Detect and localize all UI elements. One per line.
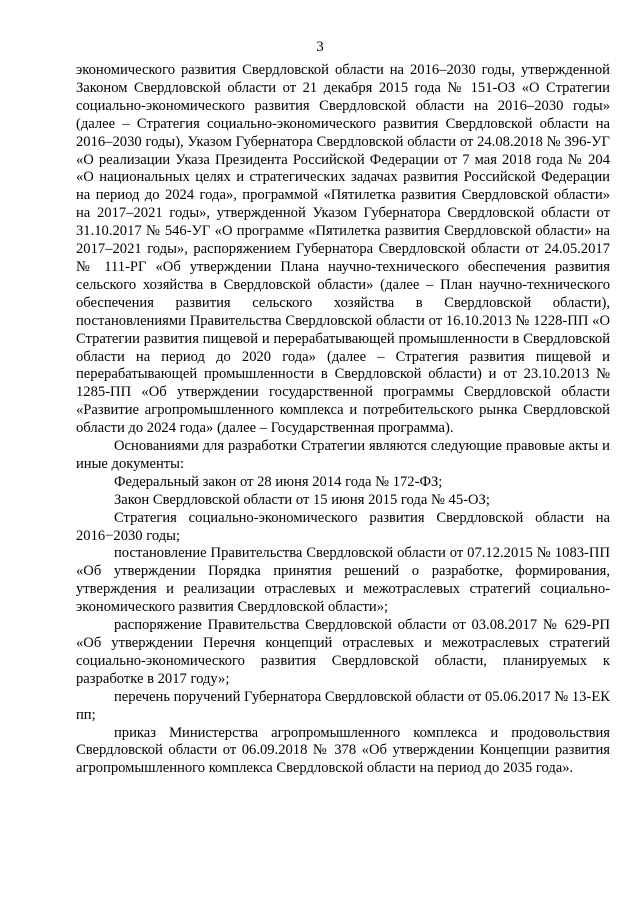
list-item-strategy: Стратегия социально-экономического развития Свердловской области на 2016−2030 годы;: [76, 509, 610, 544]
list-item-governor-instructions: перечень поручений Губернатора Свердловской области от 05.06.2017 № 13-ЕК пп;: [76, 688, 610, 723]
list-item-regional-law: Закон Свердловской области от 15 июня 2015 года № 45-ОЗ;: [114, 491, 490, 508]
list-item-government-resolution: постановление Правительства Свердловской области от 07.12.2015 № 1083-ПП «Об утверждении Порядка принятия решений о разработке, формирования, утверждения и реализации отраслевых и межотраслевых стратегий социально-экономического развития Свердловской области»;: [76, 545, 610, 616]
list-item-federal-law: Федеральный закон от 28 июня 2014 года № 172-ФЗ;: [114, 473, 443, 490]
paragraph-basis-intro: Основаниями для разработки Стратегии являются следующие правовые акты и иные документы:: [76, 438, 610, 472]
paragraph-intro-continuation: экономического развития Свердловской области на 2016–2030 годы, утвержденной Законом Свердловской области от 21 декабря 2015 года № 151-ОЗ «О Стратегии социально-экономического развития Свердловской области на 2016–2030 годы» (далее – Стратегия социально-экономического развития Свердловской области на 2016–2030 годы), Указом Губернатора Свердловской области от 24.08.2018 № 396-УГ «О реализации Указа Президента Российской Федерации от 7 мая 2018 года № 204 «О национальных целях и стратегических задачах развития Российской Федерации на период до 2024 года», программой «Пятилетка развития Свердловской области» на 2017–2021 годы», утвержденной Указом Губернатора Свердловской области от 31.10.2017 № 546-УГ «О программе «Пятилетка развития Свердловской области» на 2017–2021 годы», распоряжением Губернатора Свердловской области от 24.05.2017 № 111-РГ «Об утверждении Плана научно-технического обеспечения развития сельского хозяйства в Свердловской области» (далее – План научно-технического обеспечения развития сельского хозяйства в Свердловской области), постановлениями Правительства Свердловской области от 16.10.2013 № 1228-ПП «О Стратегии развития пищевой и перерабатывающей промышленности в Свердловской области на период до 2020 года» (далее – Стратегия развития пищевой и перерабатывающей промышленности в Свердловской области) и от 23.10.2013 № 1285-ПП «Об утверждении государственной программы Свердловской области «Развитие агропромышленного комплекса и потребительского рынка Свердловской области до 2024 года» (далее – Государственная программа).: [76, 62, 610, 437]
list-item-ministry-order: приказ Министерства агропромышленного комплекса и продовольствия Свердловской области от 06.09.2018 № 378 «Об утверждении Концепции развития агропромышленного комплекса Свердловской области на период до 2035 года».: [76, 724, 610, 777]
page-number: 3: [316, 39, 324, 55]
document-body: [76, 62, 610, 778]
list-item-government-order: распоряжение Правительства Свердловской области от 03.08.2017 № 629-РП «Об утверждении Перечня концепций отраслевых и межотраслевых стратегий социально-экономического развития Свердловской области, планируемых к разработке в 2017 году»;: [76, 617, 610, 687]
